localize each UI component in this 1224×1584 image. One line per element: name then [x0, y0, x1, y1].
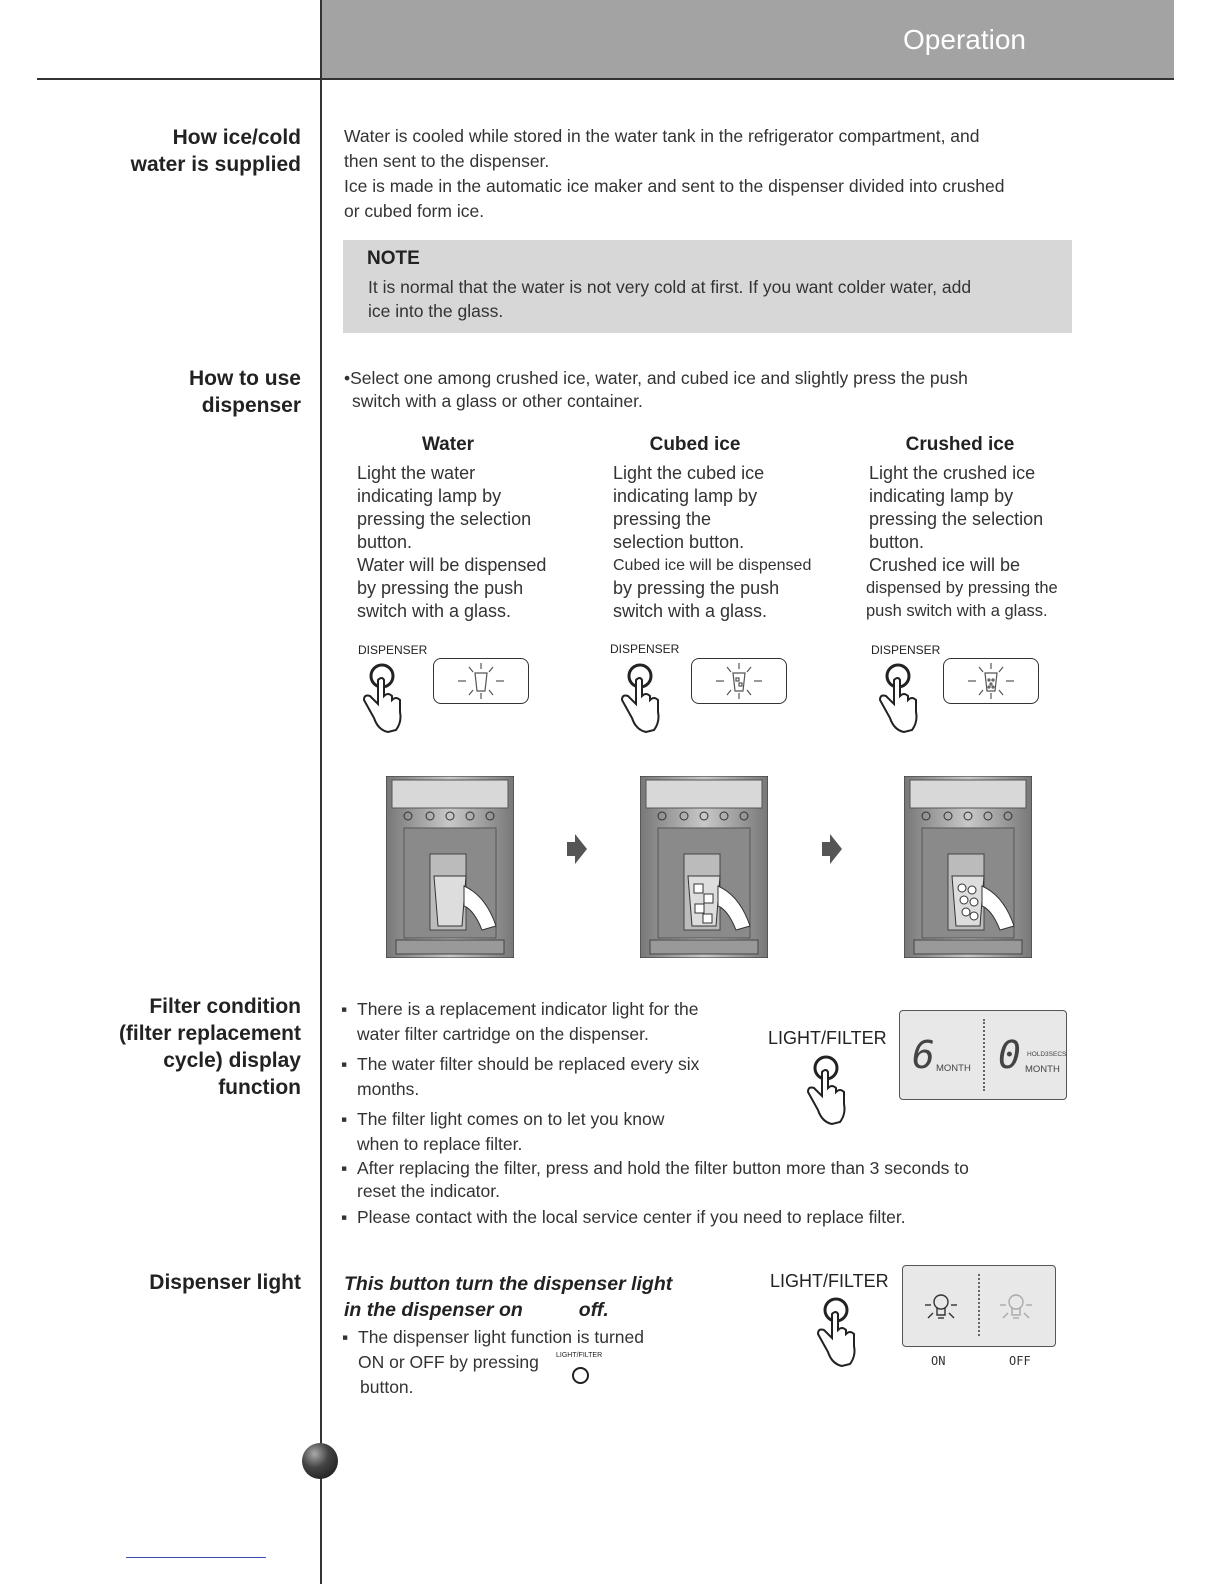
filter-bullet	[357, 1052, 699, 1102]
finger-press-icon[interactable]	[796, 1052, 852, 1130]
light-bulb-off-icon	[998, 1288, 1034, 1326]
text-line: then sent to the dispenser.	[344, 151, 550, 171]
text-line: Light the crushed ice	[869, 463, 1036, 483]
title-line: function	[218, 1076, 301, 1099]
dispenser-label: DISPENSER	[358, 643, 428, 657]
section-title-dispenser	[189, 365, 301, 419]
title-line: Filter condition	[149, 995, 301, 1018]
finger-press-icon[interactable]	[352, 660, 408, 738]
column-heading-water: Water	[421, 434, 475, 455]
page-marker	[302, 1443, 338, 1479]
text-line: ▪ After replacing the filter, press and hold the filter button more than 3 seconds to	[357, 1158, 969, 1178]
title-line: water is supplied	[130, 153, 301, 176]
arrow-right-icon	[820, 832, 844, 866]
display-divider	[983, 1019, 985, 1091]
text-line: •Select one among crushed ice, water, and cubed ice and slightly press the push	[344, 368, 968, 388]
finger-press-icon[interactable]	[806, 1294, 862, 1372]
text-line: Water will be dispensed	[357, 555, 547, 575]
text-line: indicating lamp by	[357, 486, 502, 506]
text-line: ▪ The water filter should be replaced every six	[357, 1054, 700, 1074]
water-glass-icon	[434, 659, 528, 703]
text-line: This button turn the dispenser light	[344, 1273, 673, 1295]
text-line: switch with a glass.	[357, 601, 512, 621]
margin-divider	[320, 0, 322, 1584]
title-line: (filter replacement	[118, 1022, 301, 1045]
header-rule	[37, 78, 1174, 80]
light-bullet	[358, 1325, 644, 1400]
text-line: ▪ The filter light comes on to let you know	[357, 1109, 665, 1129]
column-heading-cubed: Cubed ice	[649, 434, 741, 455]
header-bar	[322, 0, 1174, 79]
dispenser-label: DISPENSER	[871, 643, 941, 657]
supply-text	[344, 124, 1084, 224]
text-line: button.	[869, 532, 925, 552]
filter-bullet	[357, 1205, 906, 1230]
dispenser-label: DISPENSER	[610, 642, 680, 656]
text-line: Light the water	[357, 463, 476, 483]
display-divider	[978, 1274, 980, 1336]
text-line: ON or OFF by pressing	[358, 1352, 539, 1372]
text-line: button.	[357, 532, 413, 552]
dispenser-cubed-illustration	[640, 776, 768, 958]
filter-bullet	[357, 1107, 664, 1157]
page-title: Operation	[903, 24, 1026, 55]
title-line: cycle) display	[163, 1049, 301, 1072]
title-line: dispenser	[201, 394, 301, 417]
light-bulb-on-icon	[923, 1288, 959, 1326]
cubed-ice-glass-icon	[692, 659, 786, 703]
water-indicator-panel	[433, 658, 529, 704]
text-line: water filter cartridge on the dispenser.	[357, 1024, 649, 1044]
title-line: How ice/cold	[172, 126, 301, 149]
column-heading-crushed: Crushed ice	[905, 434, 1015, 455]
arrow-right-icon	[565, 832, 589, 866]
text-line: indicating lamp by	[869, 486, 1014, 506]
text-line: selection button.	[613, 532, 745, 552]
light-display	[902, 1265, 1056, 1347]
text-line: when to replace filter.	[357, 1134, 523, 1154]
filter-months-digit: 6	[912, 1033, 935, 1077]
text-line: switch with a glass.	[613, 601, 768, 621]
light-filter-label: LIGHT/FILTER	[770, 1271, 889, 1291]
note-title: NOTE	[367, 248, 420, 269]
hold-label: HOLD3SECS	[1027, 1051, 1067, 1058]
filter-display	[899, 1010, 1067, 1100]
text-line: pressing the selection	[357, 509, 532, 529]
off-label: OFF	[1009, 1354, 1031, 1368]
column-text-crushed	[866, 462, 1079, 623]
text-line: switch with a glass or other container.	[352, 391, 643, 411]
text-line: push switch with a glass.	[866, 602, 1048, 620]
text-line: Ice is made in the automatic ice maker and sent to the dispenser divided into crushed	[344, 176, 1005, 196]
dispenser-water-illustration	[386, 776, 514, 958]
section-title-light: Dispenser light	[149, 1271, 301, 1294]
on-label: ON	[931, 1354, 946, 1368]
filter-bullet	[357, 1157, 969, 1203]
section-title-supply	[131, 124, 301, 178]
note-text	[368, 275, 1068, 323]
text-line: Water is cooled while stored in the water tank in the refrigerator compartment, and	[344, 126, 980, 146]
crushed-indicator-panel	[943, 658, 1039, 704]
text-line: months.	[357, 1079, 420, 1099]
text-line: pressing the selection	[869, 509, 1044, 529]
inline-button-icon	[572, 1367, 589, 1384]
light-filter-label: LIGHT/FILTER	[768, 1028, 887, 1048]
text-line: off.	[578, 1299, 609, 1321]
unit-label: MONTH	[1025, 1064, 1060, 1075]
title-line: How to use	[188, 367, 301, 390]
filter-reset-digit: 0	[998, 1033, 1021, 1077]
text-line: Crushed ice will be	[869, 555, 1021, 575]
text-line: It is normal that the water is not very cold at first. If you want colder water, add	[368, 277, 972, 297]
text-line: ▪ The dispenser light function is turned	[358, 1327, 644, 1347]
dispenser-intro	[344, 367, 1084, 413]
inline-button-label: LIGHT/FILTER	[556, 1352, 603, 1359]
section-title-filter	[119, 993, 301, 1101]
light-italic-text	[344, 1271, 672, 1323]
filter-bullet	[357, 997, 698, 1047]
cubed-indicator-panel	[691, 658, 787, 704]
column-text-cubed	[613, 462, 818, 623]
text-line: reset the indicator.	[357, 1181, 500, 1201]
column-text-water	[357, 462, 562, 623]
text-line: by pressing the push	[613, 578, 780, 598]
text-line: button.	[360, 1377, 414, 1397]
text-line: pressing the	[613, 509, 712, 529]
text-line: by pressing the push	[357, 578, 524, 598]
dispenser-crushed-illustration	[904, 776, 1032, 958]
note-box	[343, 240, 1072, 333]
text-line: ▪ There is a replacement indicator light for the	[357, 999, 699, 1019]
unit-label: MONTH	[936, 1063, 971, 1074]
crushed-ice-glass-icon	[944, 659, 1038, 703]
text-line: Light the cubed ice	[613, 463, 765, 483]
text-line: indicating lamp by	[613, 486, 758, 506]
footer-rule	[126, 1557, 266, 1558]
text-line: ice into the glass.	[368, 301, 504, 321]
text-line: ▪ Please contact with the local service center if you need to replace filter.	[357, 1207, 906, 1227]
finger-press-icon[interactable]	[610, 660, 666, 738]
text-line: Cubed ice will be dispensed	[613, 557, 812, 574]
finger-press-icon[interactable]	[868, 660, 924, 738]
text-line: in the dispenser on	[344, 1299, 523, 1321]
text-line: or cubed form ice.	[344, 201, 485, 221]
text-line: dispensed by pressing the	[866, 579, 1058, 597]
